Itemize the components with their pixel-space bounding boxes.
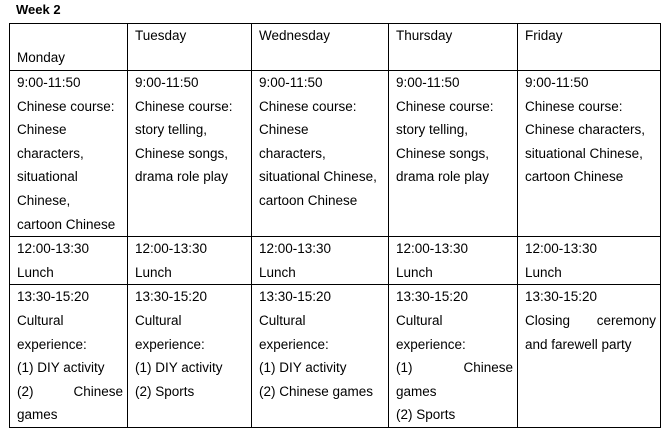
- session-line: situational: [17, 169, 78, 185]
- morning-cell-wednesday: [252, 71, 389, 237]
- session-time: 9:00-11:50: [396, 75, 460, 90]
- session-line: Cultural: [396, 312, 443, 328]
- session-line: story telling,: [135, 122, 208, 138]
- day-header-thursday: Thursday: [389, 24, 518, 71]
- morning-row: [10, 71, 661, 237]
- session-line: Chinese course:: [525, 98, 623, 114]
- lunch-label: Lunch: [135, 264, 172, 280]
- lunch-time: 12:00-13:30: [525, 241, 598, 257]
- session-time: 13:30-15:20: [259, 289, 332, 305]
- session-line: (2) Chinese: [17, 383, 123, 399]
- day-header-wednesday: Wednesday: [252, 24, 389, 71]
- lunch-cell-monday: [10, 237, 128, 285]
- session-time: 13:30-15:20: [396, 289, 469, 305]
- lunch-label: Lunch: [525, 264, 562, 280]
- session-time: 9:00-11:50: [135, 75, 199, 90]
- session-line: characters,: [259, 145, 326, 161]
- lunch-row: [10, 237, 661, 285]
- day-header-monday: Monday: [10, 24, 128, 71]
- lunch-time: 12:00-13:30: [135, 241, 208, 257]
- afternoon-cell-tuesday: [128, 285, 252, 428]
- morning-cell-tuesday: [128, 71, 252, 237]
- session-line: Chinese course:: [259, 98, 357, 114]
- session-line: games: [396, 383, 437, 399]
- afternoon-cell-thursday: [389, 285, 518, 428]
- session-line: Cultural: [135, 312, 182, 328]
- afternoon-cell-friday: [518, 285, 661, 428]
- session-line: drama role play: [135, 169, 229, 185]
- lunch-time: 12:00-13:30: [17, 241, 90, 257]
- session-line: (2) Sports: [135, 383, 195, 399]
- session-line: Chinese,: [17, 192, 71, 208]
- session-line: Chinese songs,: [396, 145, 490, 161]
- session-line: (1) DIY activity: [17, 360, 105, 376]
- session-line: Chinese songs,: [135, 145, 229, 161]
- schedule-table: [9, 23, 661, 428]
- session-line: (1) DIY activity: [135, 360, 223, 376]
- morning-cell-thursday: [389, 71, 518, 237]
- lunch-label: Lunch: [259, 264, 296, 280]
- session-line: characters,: [17, 145, 84, 161]
- session-line: (1) DIY activity: [259, 360, 347, 376]
- day-header-friday: Friday: [518, 24, 661, 71]
- session-line: story telling,: [396, 122, 469, 138]
- afternoon-cell-wednesday: [252, 285, 389, 428]
- session-line: drama role play: [396, 169, 490, 185]
- session-line: experience:: [135, 336, 205, 352]
- session-line: Chinese: [259, 122, 309, 138]
- lunch-cell-friday: [518, 237, 661, 285]
- session-line: Cultural: [17, 312, 64, 328]
- session-line: and farewell party: [525, 336, 632, 352]
- session-time: 13:30-15:20: [135, 289, 208, 305]
- session-line: (2) Chinese games: [259, 383, 374, 399]
- session-line: Closing ceremony: [525, 312, 656, 328]
- session-line: (2) Sports: [396, 407, 456, 423]
- week-title: Week 2: [16, 2, 61, 17]
- afternoon-row: [10, 285, 661, 428]
- session-line: Chinese course:: [17, 98, 115, 114]
- session-line: Cultural: [259, 312, 306, 328]
- session-line: cartoon Chinese: [525, 169, 624, 185]
- lunch-cell-thursday: [389, 237, 518, 285]
- session-line: cartoon Chinese: [17, 216, 116, 232]
- lunch-label: Lunch: [396, 264, 433, 280]
- session-line: experience:: [396, 336, 466, 352]
- session-line: Chinese course:: [396, 98, 494, 114]
- session-time: 9:00-11:50: [259, 75, 323, 90]
- morning-cell-monday: [10, 71, 128, 237]
- session-line: situational Chinese,: [259, 169, 377, 185]
- session-line: Chinese characters,: [525, 122, 646, 138]
- session-line: (1) Chinese: [396, 360, 513, 376]
- lunch-label: Lunch: [17, 264, 54, 280]
- session-time: 13:30-15:20: [525, 289, 598, 305]
- session-time: 9:00-11:50: [525, 75, 589, 90]
- session-line: experience:: [259, 336, 329, 352]
- session-time: 13:30-15:20: [17, 289, 90, 305]
- lunch-time: 12:00-13:30: [259, 241, 332, 257]
- session-line: Chinese course:: [135, 98, 233, 114]
- session-line: Chinese: [17, 122, 67, 138]
- lunch-time: 12:00-13:30: [396, 241, 469, 257]
- day-header-tuesday: Tuesday: [128, 24, 252, 71]
- session-line: experience:: [17, 336, 87, 352]
- morning-cell-friday: [518, 71, 661, 237]
- day-header-row: [10, 24, 661, 71]
- session-time: 9:00-11:50: [17, 75, 81, 90]
- lunch-cell-wednesday: [252, 237, 389, 285]
- afternoon-cell-monday: [10, 285, 128, 428]
- session-line: cartoon Chinese: [259, 192, 358, 208]
- session-line: situational Chinese,: [525, 145, 643, 161]
- session-line: games: [17, 407, 58, 423]
- lunch-cell-tuesday: [128, 237, 252, 285]
